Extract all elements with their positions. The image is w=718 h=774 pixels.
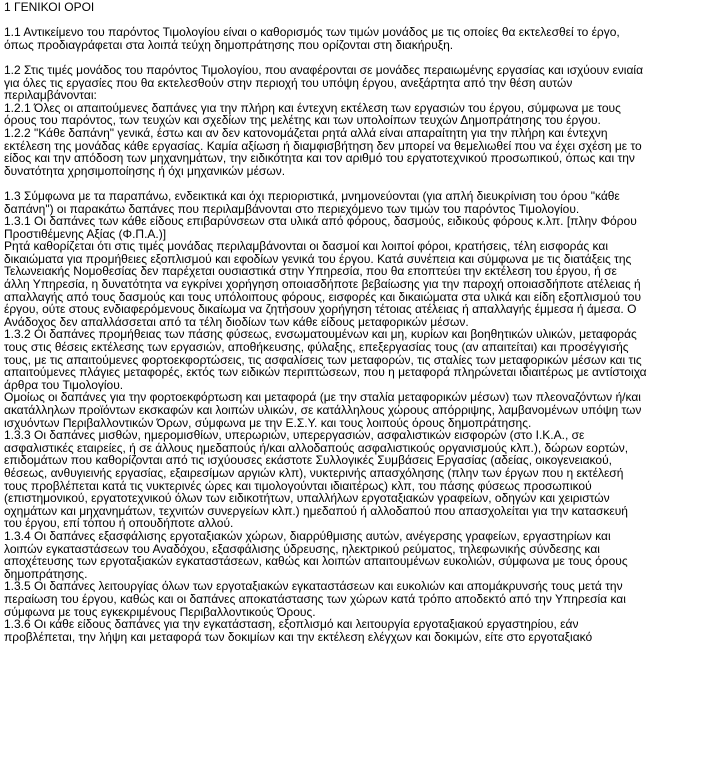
text-line: απαλλαγής από τους δασμούς και τους υπόλοιπους φόρους, εισφορές και δικαιώματα στα υλικά και είδη εξοπλισμού του — [4, 289, 642, 304]
text-line: ασφαλιστικές εταιρείες, ή σε άλλους ημεδαπούς ή/και αλλοδαπούς ασφαλιστικούς οργανισμούς κλπ.), δώρων εορτών, — [4, 440, 629, 455]
text-line: δαπάνη") οι παρακάτω δαπάνες που περιλαμβάνονται στο περιεχόμενο των τιμών του παρόντος Τιμολογίου. — [4, 201, 580, 216]
text-line: όρους του παρόντος, των τευχών και σχεδίων της μελέτης και των υπολοίπων τευχών Δημοπράτησης του έργου. — [4, 113, 601, 128]
text-line: 1.3.3 Οι δαπάνες μισθών, ημερομισθίων, υπερωριών, υπερεργασιών, ασφαλιστικών εισφορών (στο Ι.Κ.Α., σε — [4, 428, 585, 443]
text-line: του έργου, επί τόπου ή οπουδήποτε αλλού. — [4, 516, 234, 531]
text-line: ισχυόντων Περιβαλλοντικών Όρων, σύμφωνα με την Ε.Σ.Υ. και τους λοιπούς όρους δημοπράτησης. — [4, 415, 532, 430]
text-line: αποχέτευσης των εργοταξιακών εγκαταστάσεων, καθώς και λοιπών απαιτουμένων ευκολιών, σύμφωνα με τους όρους — [4, 554, 628, 569]
paragraph-block — [4, 64, 714, 177]
text-line: 1.3.6 Οι κάθε είδους δαπάνες για την εγκατάσταση, εξοπλισμό και λειτουργία εργοταξιακού εργαστηρίου, εάν — [4, 617, 579, 632]
text-line: Ρητά καθορίζεται ότι στις τιμές μονάδας περιλαμβάνονται οι δασμοί και λοιποί φόροι, κρατήσεις, τέλη εισφοράς και — [4, 239, 609, 254]
text-line: όπως προδιαγράφεται στα λοιπά τεύχη δημοπράτησης που ορίζονται στη διακήρυξη. — [4, 37, 454, 52]
text-line: 1.1 Αντικείμενο του παρόντος Τιμολογίου είναι ο καθορισμός των τιμών μονάδος με τις οποίες θα εκτελεσθεί το έργο, — [4, 25, 620, 40]
text-line: δημοπράτησης. — [4, 566, 88, 581]
text-line: απαιτούμενες πλάγιες μεταφορές, εκτός των ειδικών περιπτώσεων, που η μεταφορά πληρώνεται ιδιαιτέρως με αντίστοιχα — [4, 365, 647, 380]
text-line: 1.3.4 Οι δαπάνες εξασφάλισης εργοταξιακών χώρων, διαρρύθμισης αυτών, ανέγερσης γραφείων, εργαστηρίων και — [4, 528, 611, 543]
text-line: θέσεως, ανθυγιεινής εργασίας, εξαιρεσίμων αργιών κλπ), νυκτερινής απασχόλησης (πλην των έργων που η εκτέλεσή — [4, 465, 624, 480]
text-line: Ομοίως οι δαπάνες για την φορτοεκφόρτωση και μεταφορά (με την σταλία μεταφορικών μέσων) των πλεοναζόντων ή/και — [4, 390, 641, 405]
text-line: Τελωνειακής Νομοθεσίας δεν παρέχεται ουσιαστικά στην Υπηρεσία, που θα εποπτεύει την εκτέλεση του έργου, ή σε — [4, 264, 617, 279]
text-line: τους προβλέπεται κατά τις νυκτερινές ώρες και τιμολογούνται ιδιαιτέρως) κλπ, του πάσης φύσεως προσωπικού — [4, 478, 592, 493]
text-line: ακατάλληλων προϊόντων εκσκαφών και λοιπών υλικών, σε κατάλληλους χώρους απόρριψης, λαμβανομένων υπόψη των — [4, 403, 642, 417]
text-line: 1.2.2 "Κάθε δαπάνη" γενικά, έστω και αν δεν κατονομάζεται ρητά αλλά είναι απαραίτητη για την πλήρη και έντεχνη — [4, 125, 608, 140]
text-line: 1.2.1 Όλες οι απαιτούμενες δαπάνες για την πλήρη και έντεχνη εκτέλεση των εργασιών του έργου, σύμφωνα με τους — [4, 100, 621, 115]
text-line: 1.3.5 Οι δαπάνες λειτουργίας όλων των εργοταξιακών εγκαταστάσεων και ευκολιών και απομάκρυνσής τους μετά την — [4, 579, 623, 594]
paragraph-block — [4, 190, 714, 643]
text-line: επιδομάτων που καθορίζονται από τις ισχύουσες εκάστοτε Συλλογικές Συμβάσεις Εργασίας (αδείας, οικογενειακού, — [4, 453, 612, 468]
text-line: 1.3.2 Οι δαπάνες προμήθειας των πάσης φύσεως, ενσωματουμένων και μη, κυρίων και βοηθητικών υλικών, μεταφοράς — [4, 327, 637, 342]
text-line: άλλη Υπηρεσία, η δυνατότητα να εγκρίνει χορήγηση οποιασδήποτε βεβαίωσης για την παροχή οποιασδήποτε ατέλειας ή — [4, 277, 641, 292]
text-line: 1.3 Σύμφωνα με τα παραπάνω, ενδεικτικά και όχι περιοριστικά, μνημονεύονται (για απλή διευκρίνιση του όρου "κάθε — [4, 188, 620, 203]
text-line: (επιστημονικού, εργατοτεχνικού όλων των ειδικοτήτων, υπαλλήλων εργοταξιακών γραφείων, οδηγών και χειριστών — [4, 491, 610, 506]
text-line: Προστιθέμενης Αξίας (Φ.Π.Α.)] — [4, 226, 167, 241]
text-line: οχημάτων και μηχανημάτων, τεχνιτών συνεργείων κλπ.) ημεδαπού ή αλλοδαπού που απασχολείται για την κατασκευή — [4, 503, 628, 518]
text-line: δυνατότητα χρησιμοποίησης ή όχι μηχανικών μέσων. — [4, 163, 286, 178]
text-line: σύμφωνα με τους εγκεκριμένους Περιβαλλοντικούς Όρους. — [4, 604, 316, 619]
text-line: άρθρα του Τιμολογίου. — [4, 377, 124, 392]
text-line: τους, με τις απαιτούμενες φορτοεκφορτώσεις, τις ασφαλίσεις των μεταφορών, τις σταλίες των μεταφορικών μέσων και τις — [4, 352, 642, 367]
text-line: εκτέλεση της μονάδας κάθε εργασίας. Καμία αξίωση ή διαμφισβήτηση δεν μπορεί να θεμελιωθεί που να έχει σχέση με το — [4, 138, 642, 153]
text-line: έργου, ούτε στους ενδιαφερόμενους δικαίωμα να ζητήσουν χορήγηση τέτοιας ατέλειας ή απαλλαγής έμμεσα ή άμεσα. Ο — [4, 302, 637, 317]
document-title: 1 ΓΕΝΙΚΟΙ ΟΡΟΙ — [4, 0, 95, 14]
text-line: είδος και την απόδοση των μηχανημάτων, την ειδικότητα και τον αριθμό του εργατοτεχνικού προσωπικού, όπως και την — [4, 151, 635, 166]
text-line: τους στις θέσεις εκτέλεσης των εργασιών, αποθήκευσης, φύλαξης, επεξεργασίας τους (αν απαιτείται) και προσέγγισής — [4, 340, 629, 355]
text-line: για όλες τις εργασίες που θα εκτελεσθούν στην περιοχή του υπόψη έργου, ανεξάρτητα από την θέση αυτών — [4, 75, 573, 90]
text-line: 1.2 Στις τιμές μονάδος του παρόντος Τιμολογίου, που αναφέρονται σε μονάδες περαιωμένης εργασίας και ισχύουν ενιαία — [4, 62, 643, 77]
text-line: περαίωση του έργου, καθώς και οι δαπάνες αποκατάστασης των χώρων κατά τρόπο αποδεκτό από την Υπηρεσία και — [4, 591, 626, 606]
text-line: περιλαμβάνονται: — [4, 88, 97, 103]
document-body — [4, 26, 714, 643]
text-line: λοιπών εγκαταστάσεων του Αναδόχου, εξασφάλισης ύδρευσης, ηλεκτρικού ρεύματος, τηλεφωνικής σύνδεσης και — [4, 541, 600, 556]
paragraph-block — [4, 26, 714, 51]
text-line: προβλέπεται, την λήψη και μεταφορά των δοκιμίων και την εκτέλεση ελέγχων και δοκιμών, είτε στο εργοταξιακό — [4, 629, 593, 644]
text-line: δικαιώματα για προμήθειες εξοπλισμού και εφοδίων γενικά του έργου. Κατά συνέπεια και σύμφωνα με τις διατάξεις της — [4, 251, 632, 266]
text-line: Ανάδοχος δεν απαλλάσσεται από τα τέλη διοδίων των κάθε είδους μεταφορικών μέσων. — [4, 314, 469, 329]
text-line: 1.3.1 Οι δαπάνες των κάθε είδους επιβαρύνσεων στα υλικά από φόρους, δασμούς, ειδικούς φόρους κ.λπ. [πλην Φόρου — [4, 214, 637, 229]
